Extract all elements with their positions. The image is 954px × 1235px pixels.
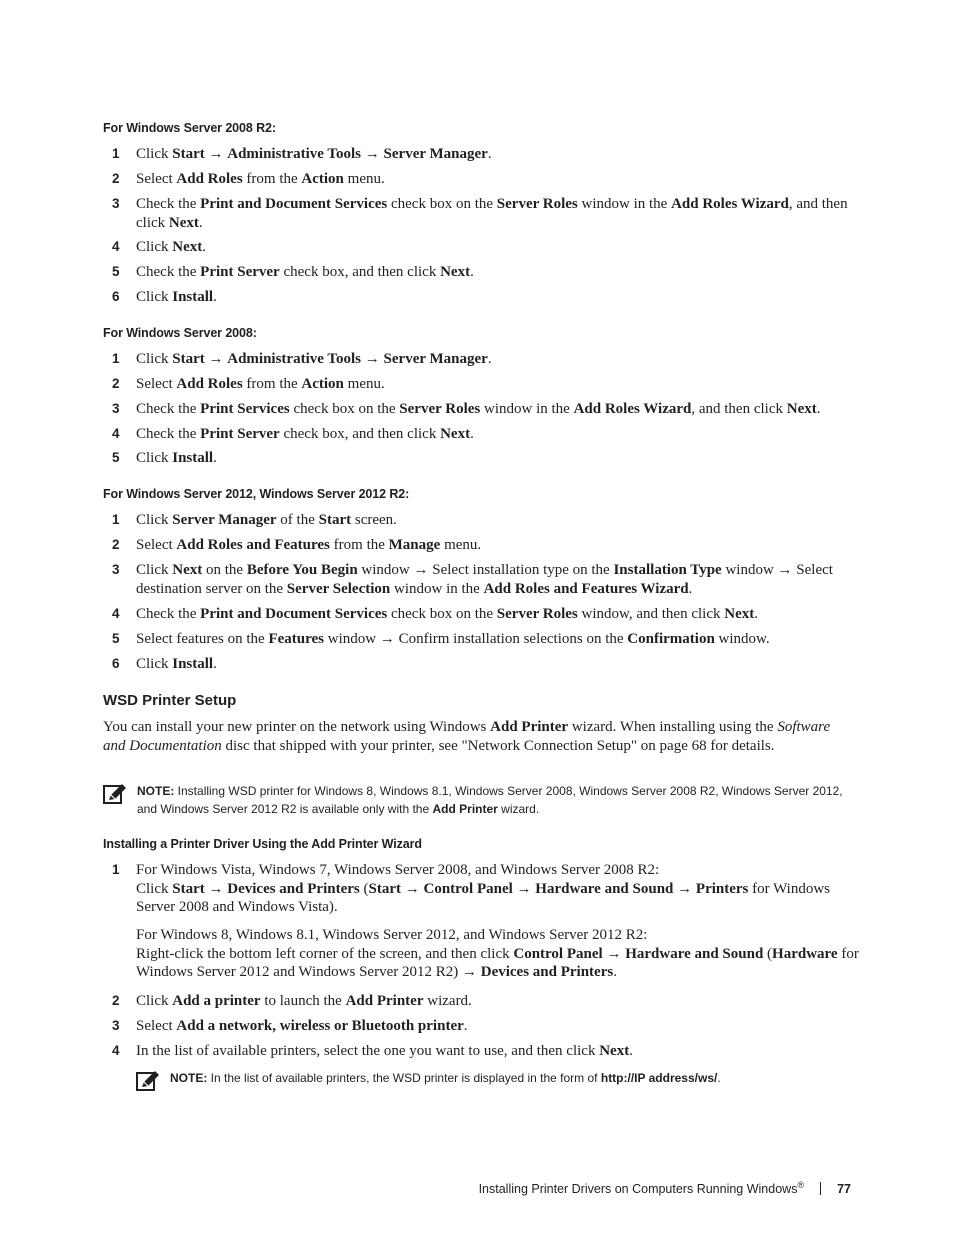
- note-pencil-icon: [136, 1070, 160, 1092]
- step-item: 4 In the list of available printers, select the one you want to use, and then click Next.: [112, 1043, 633, 1059]
- bold-ui-term: NOTE:: [170, 1071, 211, 1085]
- page-number: 77: [837, 1182, 851, 1197]
- bold-ui-term: Add Printer: [490, 719, 569, 735]
- bold-ui-term: Start: [368, 880, 401, 897]
- bold-ui-term: Server Manager: [383, 351, 488, 367]
- bold-ui-term: Confirmation: [627, 631, 715, 647]
- bold-ui-term: Next: [440, 264, 471, 280]
- step-item: 2 Click Add a printer to launch the Add Printer wizard.: [112, 993, 472, 1009]
- bold-ui-term: Install: [172, 450, 214, 466]
- bold-ui-term: Add Roles Wizard: [573, 401, 692, 417]
- registered-mark: ®: [797, 1180, 805, 1190]
- step-item: 3 Select Add a network, wireless or Bluetooth printer.: [112, 1018, 468, 1034]
- step-item: 1 Click Start → Administrative Tools → Server Manager.: [112, 351, 492, 367]
- bold-ui-term: Add a printer: [172, 993, 261, 1009]
- bold-ui-term: NOTE:: [137, 784, 178, 798]
- step-item: 6 Click Install.: [112, 656, 217, 672]
- step-item: 3 Click Next on the Before You Begin window → Select installation type on the Installation Type window → Select destination server on the Server Selection window in the Add Roles and Features Wizard.: [112, 562, 833, 597]
- bold-ui-term: Server Selection: [286, 580, 391, 597]
- bold-ui-term: Action: [301, 376, 344, 392]
- page-footer: [479, 1180, 851, 1196]
- bold-ui-term: Add a network, wireless or Bluetooth printer: [176, 1018, 464, 1034]
- bold-ui-term: http://IP address/ws/: [600, 1071, 718, 1085]
- step-item: 4 Check the Print and Document Services check box on the Server Roles window, and then click Next.: [112, 606, 758, 622]
- bold-ui-term: Next: [724, 606, 755, 622]
- emphasis-text: Software and Documentation: [103, 719, 831, 754]
- bold-ui-term: Start: [318, 512, 352, 528]
- bold-ui-term: Server Manager: [172, 512, 277, 528]
- bold-ui-term: Start: [172, 880, 205, 897]
- step-item: 4 Check the Print Server check box, and then click Next.: [112, 426, 474, 442]
- bold-ui-term: Server Manager: [383, 146, 488, 162]
- bold-ui-term: Add Printer: [345, 993, 424, 1009]
- step-item: 1 For Windows Vista, Windows 7, Windows Server 2008, and Windows Server 2008 R2: Click Start → Devices and Printers (Start → Control Panel → Hardware and Sound → Printers for Windows Server 2008 and Windows Vista).: [112, 862, 831, 915]
- bold-ui-term: Administrative Tools: [227, 146, 362, 162]
- footer-chapter-title: Installing Printer Drivers on Computers Running Windows: [478, 1182, 798, 1197]
- bold-ui-term: Printers: [695, 880, 749, 897]
- bold-ui-term: Add Roles: [176, 171, 243, 187]
- bold-ui-term: Install: [172, 289, 214, 305]
- step-item: 3 Check the Print Services check box on the Server Roles window in the Add Roles Wizard, and then click Next.: [112, 401, 821, 417]
- bold-ui-term: Hardware and Sound: [625, 945, 764, 962]
- bold-ui-term: Hardware and Sound: [535, 880, 674, 897]
- footer-divider: [820, 1182, 821, 1195]
- bold-ui-term: Next: [599, 1043, 630, 1059]
- bold-ui-term: Server Roles: [496, 606, 578, 622]
- bold-ui-term: Next: [172, 562, 203, 578]
- bold-ui-term: Manage: [388, 537, 441, 553]
- bold-ui-term: Next: [172, 239, 203, 255]
- step-item: 3 Check the Print and Document Services check box on the Server Roles window in the Add Roles Wizard, and then click Next.: [112, 196, 848, 231]
- bold-ui-term: Devices and Printers: [480, 964, 614, 980]
- wsd-intro-paragraph: You can install your new printer on the network using Windows Add Printer wizard. When installing using the Software and Documentation disc that shipped with your printer, see "Network Connection Setup" on page 68 for details.: [103, 719, 831, 754]
- step-item: 1 Click Start → Administrative Tools → Server Manager.: [112, 146, 492, 162]
- bold-ui-term: Next: [786, 401, 817, 417]
- step-item: 2 Select Add Roles and Features from the Manage menu.: [112, 537, 482, 553]
- bold-ui-term: Print Server: [200, 264, 280, 280]
- bold-ui-term: Administrative Tools: [227, 351, 362, 367]
- heading-windows-server-2008: For Windows Server 2008:: [103, 326, 257, 340]
- bold-ui-term: Print Services: [200, 401, 290, 417]
- section-title-wsd-printer-setup: WSD Printer Setup: [103, 692, 237, 709]
- bold-ui-term: Add Printer: [432, 801, 498, 816]
- bold-ui-term: Print Server: [200, 426, 280, 442]
- bold-ui-term: Add Roles and Features: [176, 537, 330, 553]
- bold-ui-term: Before You Begin: [246, 562, 358, 578]
- bold-ui-term: Print and Document Services: [200, 606, 388, 622]
- step-item: 4 Click Next.: [112, 239, 206, 255]
- bold-ui-term: Installation Type: [613, 562, 722, 578]
- bold-ui-term: Features: [268, 631, 324, 647]
- bold-ui-term: Add Roles and Features Wizard: [483, 580, 689, 597]
- note-wsd-availability: NOTE: Installing WSD printer for Windows 8, Windows 8.1, Windows Server 2008, Windows Server 2008 R2, Windows Server 2012, and Windows Server 2012 R2 is available only with the Add Printer wizard.: [103, 783, 853, 818]
- bold-ui-term: Devices and Printers: [227, 880, 360, 897]
- bold-ui-term: Control Panel: [513, 945, 603, 962]
- heading-windows-server-2012: For Windows Server 2012, Windows Server 2012 R2:: [103, 487, 410, 501]
- step-item: 2 Select Add Roles from the Action menu.: [112, 376, 385, 392]
- step-item: 5 Click Install.: [112, 450, 217, 466]
- note-wsd-display-form: NOTE: In the list of available printers, the WSD printer is displayed in the form of http://IP address/ws/.: [136, 1070, 856, 1088]
- bold-ui-term: Next: [440, 426, 471, 442]
- bold-ui-term: Add Roles: [176, 376, 243, 392]
- step-item: 1 Click Server Manager of the Start screen.: [112, 512, 397, 528]
- bold-ui-term: Hardware: [772, 945, 838, 962]
- bold-ui-term: Install: [172, 656, 214, 672]
- bold-ui-term: Next: [168, 214, 199, 231]
- step-item: 6 Click Install.: [112, 289, 217, 305]
- heading-windows-server-2008-r2: For Windows Server 2008 R2:: [103, 121, 276, 135]
- bold-ui-term: Print and Document Services: [200, 196, 388, 212]
- bold-ui-term: Start: [172, 351, 205, 367]
- bold-ui-term: Action: [301, 171, 344, 187]
- step-item: 5 Check the Print Server check box, and then click Next.: [112, 264, 474, 280]
- bold-ui-term: Server Roles: [496, 196, 578, 212]
- bold-ui-term: Add Roles Wizard: [671, 196, 789, 212]
- bold-ui-term: Start: [172, 146, 205, 162]
- step-item: 5 Select features on the Features window → Confirm installation selections on the Confirmation window.: [112, 631, 770, 647]
- heading-installing-printer-driver: Installing a Printer Driver Using the Add Printer Wizard: [103, 837, 422, 851]
- note-pencil-icon: [103, 783, 127, 805]
- step-item: 2 Select Add Roles from the Action menu.: [112, 171, 385, 187]
- step-item-continuation: For Windows 8, Windows 8.1, Windows Server 2012, and Windows Server 2012 R2: Right-click the bottom left corner of the screen, and then click Control Panel → Hardware and Sound (Hardware for Windows Server 2012 and Windows Server 2012 R2) → Devices and Printers.: [136, 927, 859, 980]
- bold-ui-term: Server Roles: [399, 401, 481, 417]
- bold-ui-term: Control Panel: [423, 880, 513, 897]
